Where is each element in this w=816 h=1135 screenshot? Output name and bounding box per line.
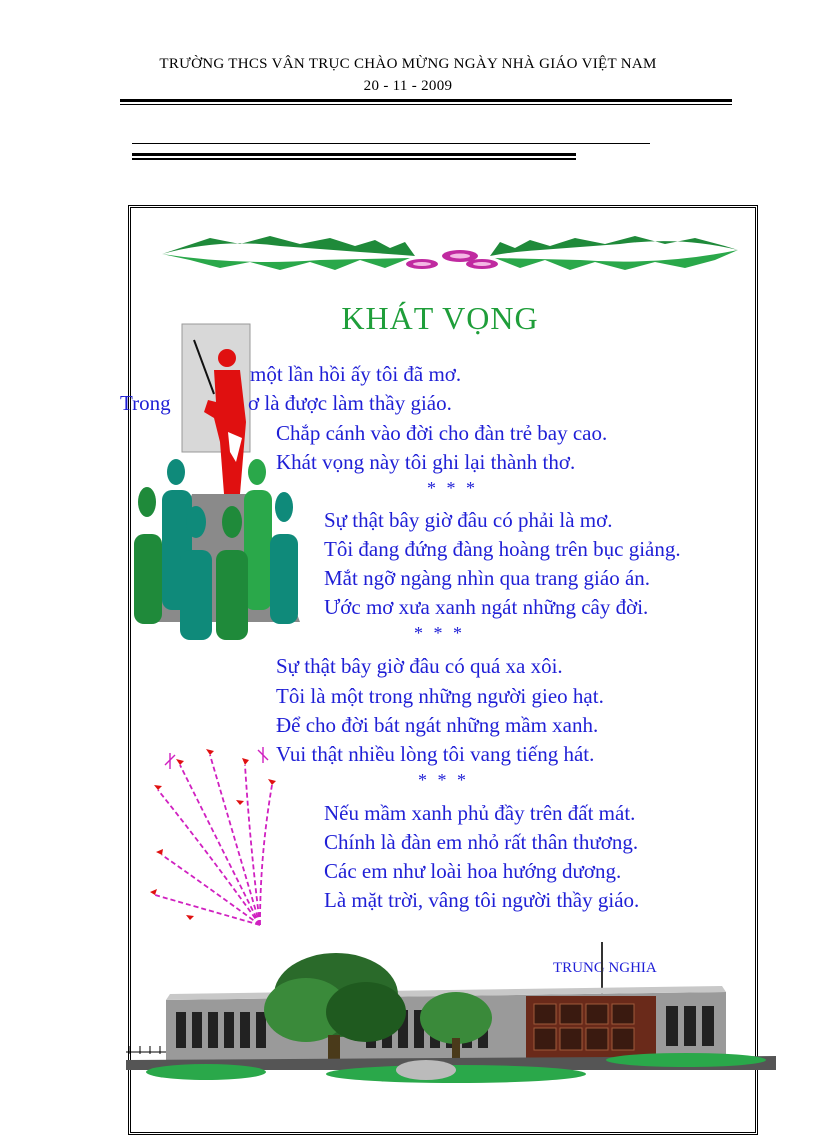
poem-line: Sự thật bây giờ đâu có quá xa xôi. [276, 654, 563, 678]
divider-thick-2 [132, 158, 576, 160]
poem-line: Ước mơ xưa xanh ngát những cây đời. [324, 595, 649, 619]
divider-thick [132, 153, 576, 156]
header-date: 20 - 11 - 2009 [363, 78, 453, 94]
poem-line: Mắt ngỡ ngàng nhìn qua trang giáo án. [324, 566, 651, 590]
poem-author: TRUNG NGHIA [553, 960, 657, 976]
poem-line: Tôi đang đứng đàng hoàng trên bục giảng. [324, 537, 681, 561]
poem-line: Là mặt trời, vâng tôi người thầy giáo. [324, 888, 640, 912]
school-building-clipart-icon [126, 940, 776, 1090]
firework-clipart-icon [150, 745, 280, 930]
poem-line: Tôi là một trong những người gieo hạt. [276, 684, 604, 708]
divider-thin [132, 143, 650, 144]
poem-line: ơ là được làm thầy giáo. [248, 391, 452, 415]
poem-line: Sự thật bây giờ đâu có phải là mơ. [324, 508, 613, 532]
poem-line: Khát vọng này tôi ghi lại thành thơ. [276, 450, 576, 474]
poem-line: Để cho đời bát ngát những mầm xanh. [276, 713, 599, 737]
poem-line: Nếu mầm xanh phủ đầy trên đất mát. [324, 801, 636, 825]
header-rule-thin [120, 104, 732, 105]
poem-line: Vui thật nhiều lòng tôi vang tiếng hát. [276, 742, 595, 766]
holly-ornament-icon [160, 232, 740, 274]
poem-line: Trong [120, 391, 171, 415]
stanza-separator: * * * [427, 478, 478, 498]
poem-line: Chắp cánh vào đời cho đàn trẻ bay cao. [276, 421, 608, 445]
poem-title: KHÁT VỌNG [341, 300, 539, 336]
header-school-title: TRƯỜNG THCS VÂN TRỤC CHÀO MỪNG NGÀY NHÀ GIÁO VIỆT NAM [159, 56, 657, 72]
stanza-separator: * * * [414, 623, 465, 643]
stanza-separator: * * * [418, 770, 469, 790]
poem-line: một lần hồi ấy tôi đã mơ. [250, 362, 462, 386]
poem-line: Các em như loài hoa hướng dương. [324, 859, 622, 883]
header-rule-thick [120, 99, 732, 102]
poem-line: Chính là đàn em nhỏ rất thân thương. [324, 830, 639, 854]
